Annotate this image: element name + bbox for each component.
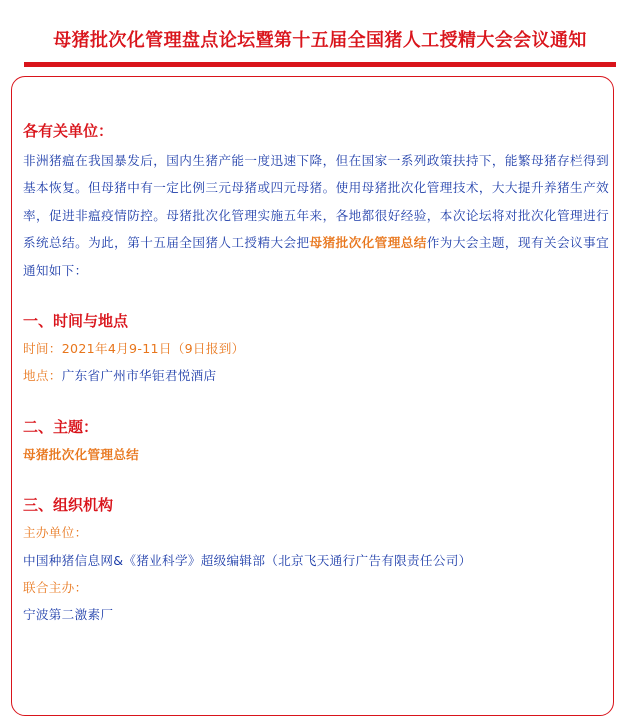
host-label: 主办单位： <box>23 525 88 541</box>
notice-title: 母猪批次化管理盘点论坛暨第十五届全国猪人工授精大会会议通知 <box>53 30 587 51</box>
intro-paragraph <box>23 147 609 284</box>
place-label: 地点： <box>23 368 62 384</box>
salutation: 各有关单位： <box>23 122 114 140</box>
intro-text-after: 作为大会主题，现有关会议事宜通知如下： <box>23 235 609 278</box>
time-value: 2021年4月9-11日（9日报到） <box>61 341 245 357</box>
notice-body <box>23 120 609 629</box>
time-label: 时间： <box>23 341 62 357</box>
section-organization-heading: 三、组织机构 <box>23 496 114 515</box>
host-value: 中国种猪信息网&《猪业科学》超级编辑部（北京飞天通行广告有限责任公司） <box>23 552 472 568</box>
intro-highlight: 母猪批次化管理总结 <box>309 235 427 251</box>
place-value: 广东省广州市华钜君悦酒店 <box>61 368 217 384</box>
cohost-value: 宁波第二激素厂 <box>23 607 114 623</box>
title-underline <box>24 62 616 67</box>
intro-text-before: 非洲猪瘟在我国暴发后，国内生猪产能一度迅速下降，但在国家一系列政策扶持下，能繁母猪存栏得到基本恢复。但母猪中有一定比例三元母猪或四元母猪。使用母猪批次化管理技术，大大提升养猪生产效率，促进非瘟疫情防控。母猪批次化管理实施五年来，各地都很好经验，本次论坛将对批次化管理进行系统总结。为此，第十五届全国猪人工授精大会把 <box>23 153 609 251</box>
place-line <box>23 362 609 389</box>
time-line <box>23 335 609 362</box>
section-time-place-heading: 一、时间与地点 <box>23 312 129 331</box>
section-theme-heading: 二、主题： <box>23 417 99 436</box>
cohost-label: 联合主办： <box>23 580 88 596</box>
theme-value: 母猪批次化管理总结 <box>23 446 140 462</box>
